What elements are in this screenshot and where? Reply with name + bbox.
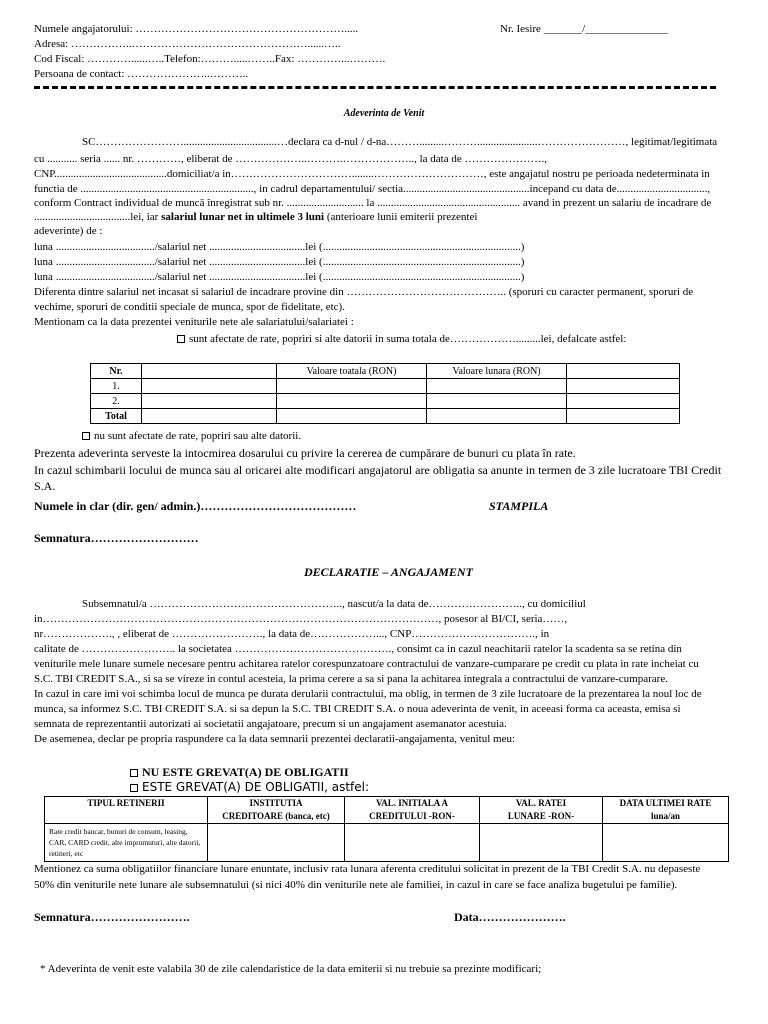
body-line: SC……………………..................................…declara ca d-nul / d-na……….........………......................……………………, legitimat/legitimata (82, 136, 718, 148)
obligation-line: In cazul schimbarii locului de munca sau al oricarei alte modificari angajatorul are obligatia sa anunte in termen de 3 zile lucratoare TBI Credit S.A. (34, 463, 722, 493)
table-cell[interactable] (142, 379, 277, 394)
option-not-encumbered[interactable] (130, 765, 349, 780)
body-line (34, 211, 477, 223)
option-not-affected-label: nu sunt afectate de rate, popriri sau alte datorii. (94, 430, 302, 442)
obligations-table (44, 796, 729, 862)
declaration-line: In cazul in care imi voi schimba locul de munca pe durata derularii contractului, ma oblig, in termen de 3 zile lucratoare de la prezentarea la noul loc de (34, 688, 702, 700)
table-cell[interactable] (567, 379, 680, 394)
financial-statement-line: Mentionez ca suma obligatiilor financiare lunare enuntate, inclusiv rata lunara aferenta creditului solicitat in prezent de la TBI Credit S.A. nu depaseste (34, 863, 701, 875)
fiscal-phone-fax-field: Cod Fiscal: …………......…..Telefon:……….....……..Fax: …………...………. (34, 53, 386, 65)
option-not-affected[interactable] (82, 430, 301, 442)
declaration-title: DECLARATIE – ANGAJAMENT (304, 565, 473, 579)
header-text: CREDITULUI -RON- (369, 811, 455, 821)
body-line: vechime, sporuri de conditii speciale de munca, spor de fidelitate, etc). (34, 301, 345, 313)
document-title: Adeverinta de Venit (343, 108, 425, 119)
header-text: TIPUL RETINERII (87, 798, 165, 808)
declaration-line: De asemenea, declar pe propria raspundere ca la data semnarii prezentei declaratii-angajamenta, venitul meu: (34, 733, 516, 745)
table-header-row (91, 364, 680, 379)
body-line: functia de ..............................................................., in cadrul departamentului/ sectia..............................................incepand cu data de................................., (34, 183, 711, 195)
header-text: luna/an (650, 811, 681, 821)
table-cell[interactable] (427, 379, 567, 394)
body-line: cu ........... seria ...... nr. …………, eliberat de ………………..……….……………….., la data de …………………., (34, 153, 547, 165)
table-header-cell: Valoare lunara (RON) (427, 364, 567, 379)
purpose-line: Prezenta adeverinta serveste la intocmirea dosarului cu privire la cererea de cumpărare de bunuri cu plata în rate. (34, 446, 576, 460)
header-text: VAL. INITIALA A (375, 798, 449, 808)
clear-name-field: Numele in clar (dir. gen/ admin.)………………………………… (34, 499, 357, 513)
date-field: Data…………………. (454, 910, 566, 924)
final-signature-field: Semnatura……………………. (34, 910, 190, 924)
table-cell[interactable] (480, 824, 603, 862)
validity-note: * Adeverinta de venit este valabila 30 de zile calendaristice de la data emiterii si nu trebuie sa prezinte modificari; (40, 963, 542, 975)
checkbox-icon[interactable] (130, 784, 138, 792)
financial-statement-line: 50% din veniturile nete lunare ale subsemnatului (si nici 40% din veniturile nete ale familiei, in cazul in care se face analiza bugetului pe familie). (34, 879, 678, 891)
table-cell[interactable] (277, 394, 427, 409)
table-header-cell (345, 797, 480, 824)
signature-field: Semnatura……………………… (34, 531, 199, 545)
contact-person-field: Persoana de contact: …………………..……….. (34, 68, 249, 80)
address-field: Adresa: ……………..…………………………………………......….. (34, 38, 341, 50)
exit-number-field: Nr. Iesire _______/_______________ (500, 23, 668, 35)
table-cell[interactable] (345, 824, 480, 862)
body-line: Mentionam ca la data prezentei veniturile nete ale salariatului/salariatei : (34, 316, 354, 328)
option-encumbered[interactable] (130, 780, 369, 794)
table-cell[interactable] (567, 394, 680, 409)
table-header-cell: Nr. (91, 364, 142, 379)
body-line: conform Contract individual de muncă înregistrat sub nr. ............................ la .................................................... avand in prezent un salariu de incadrare de (34, 197, 712, 209)
table-cell: 1. (91, 379, 142, 394)
header-text: LUNARE -RON- (507, 811, 575, 821)
declaration-line: nr………………., , eliberat de ……………………., la data de………………..., CNP……………………………., in (34, 628, 550, 640)
table-cell: 2. (91, 394, 142, 409)
table-header-cell (603, 797, 729, 824)
table-header-cell (480, 797, 603, 824)
option-affected[interactable] (177, 333, 626, 345)
net-salary-label: salariul lunar net in ultimele 3 luni (161, 211, 325, 223)
declaration-line: semnata de reprezentantii autorizati ai societatii angajatoare, precum si un angajament asemanator acestuia. (34, 718, 507, 730)
body-text: (anterioare lunii emiterii prezentei (324, 211, 478, 223)
salary-month-line: luna ..................................../salariul net ...................................lei (........................................................................) (34, 241, 525, 253)
declaration-line: veniturile mele lunare sumele necesare pentru achitarea ratelor corespunzatoare contractului de vanzare-cumparare pe credit cu plata in rate incheiat cu (34, 658, 699, 670)
table-row (91, 379, 680, 394)
header-text: DATA ULTIMEI RATE (619, 798, 712, 808)
debts-table (90, 363, 680, 424)
salary-month-line: luna ..................................../salariul net ...................................lei (........................................................................) (34, 271, 525, 283)
stamp-label: STAMPILA (489, 499, 549, 513)
table-cell[interactable] (427, 409, 567, 424)
header-text: CREDITOARE (banca, etc) (222, 811, 330, 821)
table-header-cell (567, 364, 680, 379)
header-divider (34, 86, 716, 92)
table-header-cell (45, 797, 208, 824)
table-cell[interactable] (427, 394, 567, 409)
option-encumbered-label: ESTE GREVAT(A) DE OBLIGATII, astfel: (142, 780, 370, 794)
declaration-line: S.C. TBI CREDIT S.A., si sa se vireze in contul acesteia, la prima cerere a sa si pana la achitarea integrala a contractului de vanzare-cumparare. (34, 673, 668, 685)
option-not-encumbered-label: NU ESTE GREVAT(A) DE OBLIGATII (142, 765, 349, 779)
table-cell[interactable] (142, 409, 277, 424)
table-header-cell: Valoare toatala (RON) (277, 364, 427, 379)
table-cell[interactable] (603, 824, 729, 862)
employer-name-field: Numele angajatorului: …………………………………………………..... (34, 23, 359, 35)
table-row (91, 394, 680, 409)
table-row (91, 409, 680, 424)
salary-month-line: luna ..................................../salariul net ...................................lei (........................................................................) (34, 256, 525, 268)
table-header-cell (208, 797, 345, 824)
header-text: VAL. RATEI (515, 798, 567, 808)
table-cell[interactable] (208, 824, 345, 862)
checkbox-icon[interactable] (82, 432, 90, 440)
declaration-line: calitate de …………………….. la societatea ……………………………………., consimt ca in cazul neachitarii ratelor la scadenta sa se retina din (34, 643, 682, 655)
table-cell: Rate credit bancar, bunuri de consum, leasing, CAR, CARD credit, alte imprumuturi, alte datorii, retineri, etc (45, 824, 208, 862)
checkbox-icon[interactable] (130, 769, 138, 777)
declaration-line: Subsemnatul/a …………………………………………….., nascut/a la data de…………………….., cu domiciliul (82, 598, 586, 610)
table-header-cell (142, 364, 277, 379)
table-cell[interactable] (567, 409, 680, 424)
header-text: INSTITUTIA (249, 798, 303, 808)
body-line: adeverinte) de : (34, 225, 103, 237)
body-line: Diferenta dintre salariul net incasat si salariul de incadrare provine din …………………………………….. (sporuri cu caracter permanent, sporuri de (34, 286, 694, 298)
table-cell[interactable] (277, 409, 427, 424)
declaration-line: munca, sa informez S.C. TBI CREDIT S.A. si sa depun la S.C. TBI CREDIT S.A. o noua adeverinta de venit, in aceeasi forma ca aceasta, emisa si (34, 703, 681, 715)
table-row (45, 824, 729, 862)
body-line: CNP.........................................domiciliat/a in……………………………........…………………………, este angajatul nostru pe perioada nedeterminata in (34, 168, 710, 180)
declaration-line: in………………………………………………………………………………………………, posesor al BI/CI, seria……, (34, 613, 568, 625)
body-text: ...................................lei, iar (34, 211, 162, 223)
checkbox-icon[interactable] (177, 335, 185, 343)
table-cell[interactable] (277, 379, 427, 394)
table-cell[interactable] (142, 394, 277, 409)
option-affected-label: sunt afectate de rate, popriri si alte datorii in suma totala de……………….........lei, defalcate astfel: (189, 333, 627, 345)
table-cell: Total (91, 409, 142, 424)
table-header-row (45, 797, 729, 824)
